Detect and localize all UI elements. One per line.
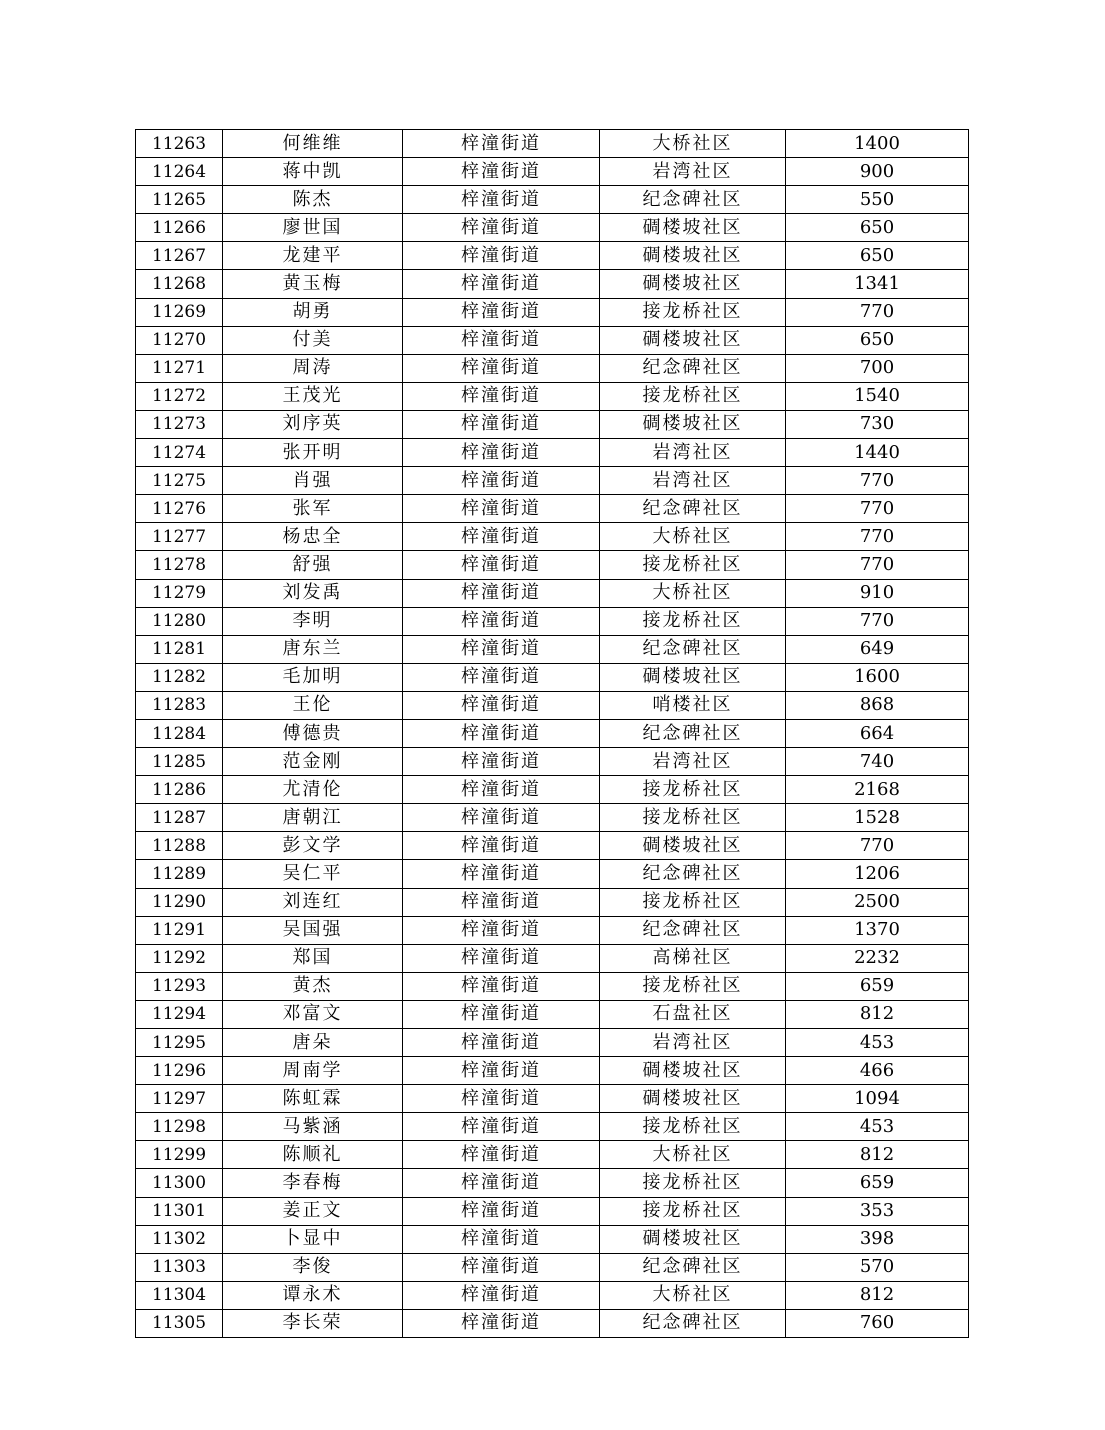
cell-person-name: 陈虹霖 bbox=[223, 1085, 403, 1113]
table-row bbox=[136, 1169, 969, 1197]
table-row bbox=[136, 1197, 969, 1225]
table-row bbox=[136, 298, 969, 326]
cell-community: 碉楼坡社区 bbox=[600, 326, 786, 354]
cell-serial-number: 11275 bbox=[136, 467, 223, 495]
cell-amount: 770 bbox=[786, 832, 969, 860]
cell-community: 高梯社区 bbox=[600, 944, 786, 972]
cell-serial-number: 11291 bbox=[136, 916, 223, 944]
cell-community: 接龙桥社区 bbox=[600, 1169, 786, 1197]
cell-serial-number: 11278 bbox=[136, 551, 223, 579]
cell-serial-number: 11296 bbox=[136, 1057, 223, 1085]
cell-street: 梓潼街道 bbox=[403, 410, 600, 438]
cell-person-name: 黄杰 bbox=[223, 972, 403, 1000]
cell-street: 梓潼街道 bbox=[403, 860, 600, 888]
cell-amount: 453 bbox=[786, 1113, 969, 1141]
cell-person-name: 刘连红 bbox=[223, 888, 403, 916]
cell-street: 梓潼街道 bbox=[403, 354, 600, 382]
cell-amount: 650 bbox=[786, 214, 969, 242]
cell-person-name: 杨忠全 bbox=[223, 523, 403, 551]
cell-street: 梓潼街道 bbox=[403, 804, 600, 832]
cell-person-name: 傅德贵 bbox=[223, 719, 403, 747]
cell-person-name: 李长荣 bbox=[223, 1309, 403, 1337]
cell-person-name: 马紫涵 bbox=[223, 1113, 403, 1141]
cell-amount: 760 bbox=[786, 1309, 969, 1337]
cell-person-name: 彭文学 bbox=[223, 832, 403, 860]
cell-community: 接龙桥社区 bbox=[600, 972, 786, 1000]
roster-table-body bbox=[136, 130, 969, 1338]
table-row bbox=[136, 916, 969, 944]
cell-person-name: 唐朝江 bbox=[223, 804, 403, 832]
table-row bbox=[136, 382, 969, 410]
cell-community: 纪念碑社区 bbox=[600, 186, 786, 214]
table-row bbox=[136, 1253, 969, 1281]
cell-street: 梓潼街道 bbox=[403, 298, 600, 326]
cell-person-name: 卜显中 bbox=[223, 1225, 403, 1253]
cell-person-name: 王伦 bbox=[223, 691, 403, 719]
cell-serial-number: 11266 bbox=[136, 214, 223, 242]
cell-street: 梓潼街道 bbox=[403, 1225, 600, 1253]
cell-amount: 453 bbox=[786, 1029, 969, 1057]
cell-serial-number: 11277 bbox=[136, 523, 223, 551]
cell-street: 梓潼街道 bbox=[403, 523, 600, 551]
cell-community: 纪念碑社区 bbox=[600, 719, 786, 747]
cell-serial-number: 11281 bbox=[136, 635, 223, 663]
cell-amount: 650 bbox=[786, 242, 969, 270]
cell-community: 大桥社区 bbox=[600, 523, 786, 551]
table-row bbox=[136, 467, 969, 495]
cell-person-name: 肖强 bbox=[223, 467, 403, 495]
table-row bbox=[136, 214, 969, 242]
cell-person-name: 李明 bbox=[223, 607, 403, 635]
table-row bbox=[136, 130, 969, 158]
cell-amount: 910 bbox=[786, 579, 969, 607]
table-row bbox=[136, 1000, 969, 1028]
cell-street: 梓潼街道 bbox=[403, 776, 600, 804]
cell-community: 碉楼坡社区 bbox=[600, 663, 786, 691]
cell-community: 纪念碑社区 bbox=[600, 354, 786, 382]
cell-amount: 770 bbox=[786, 298, 969, 326]
cell-amount: 2500 bbox=[786, 888, 969, 916]
cell-community: 纪念碑社区 bbox=[600, 1253, 786, 1281]
cell-street: 梓潼街道 bbox=[403, 1000, 600, 1028]
cell-street: 梓潼街道 bbox=[403, 467, 600, 495]
table-row bbox=[136, 1281, 969, 1309]
cell-street: 梓潼街道 bbox=[403, 214, 600, 242]
cell-community: 岩湾社区 bbox=[600, 439, 786, 467]
cell-serial-number: 11302 bbox=[136, 1225, 223, 1253]
cell-person-name: 廖世国 bbox=[223, 214, 403, 242]
cell-community: 接龙桥社区 bbox=[600, 804, 786, 832]
cell-serial-number: 11289 bbox=[136, 860, 223, 888]
cell-community: 接龙桥社区 bbox=[600, 1113, 786, 1141]
cell-amount: 2168 bbox=[786, 776, 969, 804]
table-row bbox=[136, 158, 969, 186]
cell-amount: 868 bbox=[786, 691, 969, 719]
cell-community: 哨楼社区 bbox=[600, 691, 786, 719]
cell-person-name: 龙建平 bbox=[223, 242, 403, 270]
table-row bbox=[136, 270, 969, 298]
roster-table bbox=[135, 129, 969, 1338]
cell-serial-number: 11288 bbox=[136, 832, 223, 860]
cell-community: 石盘社区 bbox=[600, 1000, 786, 1028]
cell-street: 梓潼街道 bbox=[403, 326, 600, 354]
cell-amount: 740 bbox=[786, 748, 969, 776]
table-row bbox=[136, 832, 969, 860]
cell-amount: 1440 bbox=[786, 439, 969, 467]
table-row bbox=[136, 972, 969, 1000]
cell-amount: 1370 bbox=[786, 916, 969, 944]
cell-person-name: 何维维 bbox=[223, 130, 403, 158]
cell-street: 梓潼街道 bbox=[403, 916, 600, 944]
cell-person-name: 周南学 bbox=[223, 1057, 403, 1085]
cell-amount: 700 bbox=[786, 354, 969, 382]
table-row bbox=[136, 635, 969, 663]
cell-serial-number: 11295 bbox=[136, 1029, 223, 1057]
cell-person-name: 范金刚 bbox=[223, 748, 403, 776]
cell-community: 接龙桥社区 bbox=[600, 776, 786, 804]
cell-street: 梓潼街道 bbox=[403, 1169, 600, 1197]
cell-person-name: 付美 bbox=[223, 326, 403, 354]
cell-person-name: 尤清伦 bbox=[223, 776, 403, 804]
cell-amount: 812 bbox=[786, 1281, 969, 1309]
cell-community: 碉楼坡社区 bbox=[600, 214, 786, 242]
cell-person-name: 李俊 bbox=[223, 1253, 403, 1281]
table-row bbox=[136, 410, 969, 438]
cell-amount: 353 bbox=[786, 1197, 969, 1225]
cell-street: 梓潼街道 bbox=[403, 130, 600, 158]
cell-serial-number: 11286 bbox=[136, 776, 223, 804]
cell-community: 大桥社区 bbox=[600, 130, 786, 158]
cell-person-name: 黄玉梅 bbox=[223, 270, 403, 298]
table-row bbox=[136, 495, 969, 523]
table-row bbox=[136, 1309, 969, 1337]
cell-person-name: 邓富文 bbox=[223, 1000, 403, 1028]
cell-street: 梓潼街道 bbox=[403, 1141, 600, 1169]
cell-community: 纪念碑社区 bbox=[600, 1309, 786, 1337]
table-row bbox=[136, 1057, 969, 1085]
cell-community: 岩湾社区 bbox=[600, 467, 786, 495]
cell-amount: 1400 bbox=[786, 130, 969, 158]
table-row bbox=[136, 1225, 969, 1253]
cell-person-name: 舒强 bbox=[223, 551, 403, 579]
cell-community: 大桥社区 bbox=[600, 1281, 786, 1309]
cell-person-name: 王茂光 bbox=[223, 382, 403, 410]
cell-amount: 812 bbox=[786, 1141, 969, 1169]
cell-serial-number: 11297 bbox=[136, 1085, 223, 1113]
cell-amount: 659 bbox=[786, 1169, 969, 1197]
cell-amount: 466 bbox=[786, 1057, 969, 1085]
cell-person-name: 陈顺礼 bbox=[223, 1141, 403, 1169]
cell-serial-number: 11279 bbox=[136, 579, 223, 607]
cell-community: 碉楼坡社区 bbox=[600, 270, 786, 298]
table-row bbox=[136, 523, 969, 551]
cell-community: 纪念碑社区 bbox=[600, 860, 786, 888]
cell-street: 梓潼街道 bbox=[403, 1085, 600, 1113]
cell-serial-number: 11303 bbox=[136, 1253, 223, 1281]
cell-amount: 650 bbox=[786, 326, 969, 354]
table-row bbox=[136, 439, 969, 467]
cell-serial-number: 11264 bbox=[136, 158, 223, 186]
cell-person-name: 郑国 bbox=[223, 944, 403, 972]
table-row bbox=[136, 551, 969, 579]
cell-serial-number: 11290 bbox=[136, 888, 223, 916]
cell-street: 梓潼街道 bbox=[403, 270, 600, 298]
cell-amount: 659 bbox=[786, 972, 969, 1000]
cell-serial-number: 11284 bbox=[136, 719, 223, 747]
cell-serial-number: 11265 bbox=[136, 186, 223, 214]
table-row bbox=[136, 1141, 969, 1169]
cell-street: 梓潼街道 bbox=[403, 579, 600, 607]
cell-serial-number: 11270 bbox=[136, 326, 223, 354]
table-row bbox=[136, 776, 969, 804]
cell-community: 岩湾社区 bbox=[600, 158, 786, 186]
cell-community: 岩湾社区 bbox=[600, 748, 786, 776]
table-row bbox=[136, 944, 969, 972]
cell-serial-number: 11305 bbox=[136, 1309, 223, 1337]
cell-serial-number: 11268 bbox=[136, 270, 223, 298]
cell-community: 碉楼坡社区 bbox=[600, 1057, 786, 1085]
cell-person-name: 谭永术 bbox=[223, 1281, 403, 1309]
cell-serial-number: 11293 bbox=[136, 972, 223, 1000]
cell-person-name: 蒋中凯 bbox=[223, 158, 403, 186]
cell-street: 梓潼街道 bbox=[403, 888, 600, 916]
cell-serial-number: 11294 bbox=[136, 1000, 223, 1028]
cell-street: 梓潼街道 bbox=[403, 1253, 600, 1281]
cell-serial-number: 11300 bbox=[136, 1169, 223, 1197]
cell-amount: 770 bbox=[786, 607, 969, 635]
cell-serial-number: 11274 bbox=[136, 439, 223, 467]
cell-street: 梓潼街道 bbox=[403, 1197, 600, 1225]
cell-serial-number: 11263 bbox=[136, 130, 223, 158]
table-row bbox=[136, 719, 969, 747]
cell-amount: 812 bbox=[786, 1000, 969, 1028]
cell-street: 梓潼街道 bbox=[403, 186, 600, 214]
cell-serial-number: 11269 bbox=[136, 298, 223, 326]
cell-person-name: 张军 bbox=[223, 495, 403, 523]
cell-person-name: 刘发禹 bbox=[223, 579, 403, 607]
cell-street: 梓潼街道 bbox=[403, 832, 600, 860]
cell-serial-number: 11287 bbox=[136, 804, 223, 832]
cell-community: 碉楼坡社区 bbox=[600, 1085, 786, 1113]
cell-person-name: 唐朵 bbox=[223, 1029, 403, 1057]
cell-person-name: 毛加明 bbox=[223, 663, 403, 691]
cell-street: 梓潼街道 bbox=[403, 944, 600, 972]
cell-serial-number: 11272 bbox=[136, 382, 223, 410]
cell-amount: 550 bbox=[786, 186, 969, 214]
cell-serial-number: 11285 bbox=[136, 748, 223, 776]
cell-serial-number: 11282 bbox=[136, 663, 223, 691]
cell-amount: 1341 bbox=[786, 270, 969, 298]
cell-person-name: 吴仁平 bbox=[223, 860, 403, 888]
cell-community: 接龙桥社区 bbox=[600, 382, 786, 410]
cell-community: 接龙桥社区 bbox=[600, 298, 786, 326]
cell-street: 梓潼街道 bbox=[403, 242, 600, 270]
cell-community: 岩湾社区 bbox=[600, 1029, 786, 1057]
cell-community: 碉楼坡社区 bbox=[600, 410, 786, 438]
cell-community: 纪念碑社区 bbox=[600, 916, 786, 944]
cell-person-name: 胡勇 bbox=[223, 298, 403, 326]
table-row bbox=[136, 888, 969, 916]
cell-street: 梓潼街道 bbox=[403, 972, 600, 1000]
cell-amount: 770 bbox=[786, 495, 969, 523]
cell-serial-number: 11299 bbox=[136, 1141, 223, 1169]
cell-street: 梓潼街道 bbox=[403, 1281, 600, 1309]
cell-street: 梓潼街道 bbox=[403, 382, 600, 410]
cell-amount: 900 bbox=[786, 158, 969, 186]
cell-street: 梓潼街道 bbox=[403, 691, 600, 719]
cell-person-name: 吴国强 bbox=[223, 916, 403, 944]
cell-street: 梓潼街道 bbox=[403, 551, 600, 579]
cell-street: 梓潼街道 bbox=[403, 1309, 600, 1337]
cell-person-name: 张开明 bbox=[223, 439, 403, 467]
cell-street: 梓潼街道 bbox=[403, 495, 600, 523]
cell-amount: 664 bbox=[786, 719, 969, 747]
cell-street: 梓潼街道 bbox=[403, 719, 600, 747]
cell-community: 接龙桥社区 bbox=[600, 551, 786, 579]
cell-serial-number: 11298 bbox=[136, 1113, 223, 1141]
cell-community: 纪念碑社区 bbox=[600, 495, 786, 523]
cell-amount: 1540 bbox=[786, 382, 969, 410]
cell-amount: 2232 bbox=[786, 944, 969, 972]
cell-serial-number: 11276 bbox=[136, 495, 223, 523]
cell-community: 碉楼坡社区 bbox=[600, 242, 786, 270]
table-row bbox=[136, 1113, 969, 1141]
cell-serial-number: 11301 bbox=[136, 1197, 223, 1225]
cell-serial-number: 11267 bbox=[136, 242, 223, 270]
cell-community: 大桥社区 bbox=[600, 579, 786, 607]
cell-serial-number: 11304 bbox=[136, 1281, 223, 1309]
table-row bbox=[136, 186, 969, 214]
cell-serial-number: 11271 bbox=[136, 354, 223, 382]
cell-amount: 1600 bbox=[786, 663, 969, 691]
table-row bbox=[136, 607, 969, 635]
cell-community: 碉楼坡社区 bbox=[600, 1225, 786, 1253]
cell-street: 梓潼街道 bbox=[403, 439, 600, 467]
cell-street: 梓潼街道 bbox=[403, 1029, 600, 1057]
cell-serial-number: 11283 bbox=[136, 691, 223, 719]
cell-amount: 649 bbox=[786, 635, 969, 663]
cell-community: 碉楼坡社区 bbox=[600, 832, 786, 860]
table-row bbox=[136, 860, 969, 888]
cell-amount: 1094 bbox=[786, 1085, 969, 1113]
cell-person-name: 唐东兰 bbox=[223, 635, 403, 663]
cell-community: 纪念碑社区 bbox=[600, 635, 786, 663]
cell-street: 梓潼街道 bbox=[403, 1113, 600, 1141]
table-row bbox=[136, 354, 969, 382]
table-row bbox=[136, 691, 969, 719]
cell-community: 大桥社区 bbox=[600, 1141, 786, 1169]
cell-street: 梓潼街道 bbox=[403, 158, 600, 186]
cell-serial-number: 11280 bbox=[136, 607, 223, 635]
cell-street: 梓潼街道 bbox=[403, 663, 600, 691]
table-row bbox=[136, 1085, 969, 1113]
cell-person-name: 姜正文 bbox=[223, 1197, 403, 1225]
cell-street: 梓潼街道 bbox=[403, 748, 600, 776]
cell-person-name: 李春梅 bbox=[223, 1169, 403, 1197]
table-row bbox=[136, 748, 969, 776]
cell-amount: 770 bbox=[786, 551, 969, 579]
cell-amount: 730 bbox=[786, 410, 969, 438]
table-row bbox=[136, 242, 969, 270]
cell-amount: 398 bbox=[786, 1225, 969, 1253]
cell-community: 接龙桥社区 bbox=[600, 607, 786, 635]
cell-amount: 1206 bbox=[786, 860, 969, 888]
cell-person-name: 周涛 bbox=[223, 354, 403, 382]
cell-amount: 570 bbox=[786, 1253, 969, 1281]
table-row bbox=[136, 326, 969, 354]
cell-person-name: 陈杰 bbox=[223, 186, 403, 214]
cell-amount: 770 bbox=[786, 467, 969, 495]
cell-amount: 770 bbox=[786, 523, 969, 551]
cell-amount: 1528 bbox=[786, 804, 969, 832]
cell-community: 接龙桥社区 bbox=[600, 888, 786, 916]
cell-serial-number: 11273 bbox=[136, 410, 223, 438]
cell-street: 梓潼街道 bbox=[403, 607, 600, 635]
table-row bbox=[136, 579, 969, 607]
cell-street: 梓潼街道 bbox=[403, 635, 600, 663]
table-row bbox=[136, 1029, 969, 1057]
table-row bbox=[136, 804, 969, 832]
cell-person-name: 刘序英 bbox=[223, 410, 403, 438]
cell-serial-number: 11292 bbox=[136, 944, 223, 972]
table-row bbox=[136, 663, 969, 691]
cell-street: 梓潼街道 bbox=[403, 1057, 600, 1085]
cell-community: 接龙桥社区 bbox=[600, 1197, 786, 1225]
